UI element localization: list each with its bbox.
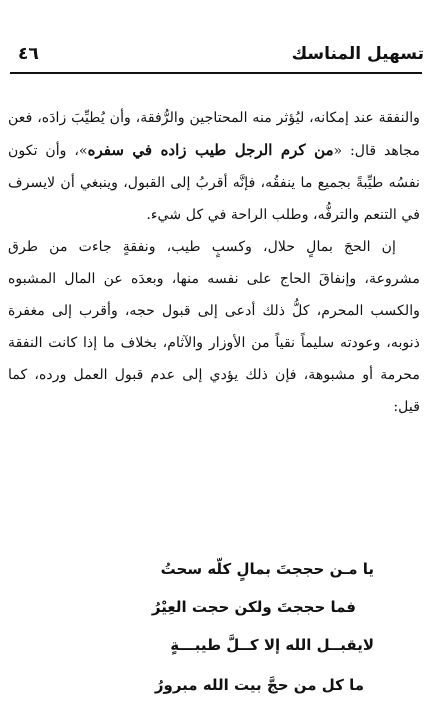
paragraph-1 xyxy=(8,102,420,231)
poem-line-2: فما حججتَ ولكن حجت العِيْرُ xyxy=(151,598,356,616)
running-title: تسهيل المناسك xyxy=(291,44,424,64)
poem-line-3: لايقبــل الله إلا كــلَّ طيبـــةٍ xyxy=(170,636,374,654)
mujahid-quote: من كرم الرجل طيب زاده في سفره xyxy=(87,141,334,159)
poem-line-1: يا مـن حججتَ بمالٍ كلّه سحتُ xyxy=(160,560,374,578)
paragraph-2: إن الحجَ بمالٍ حلال، وكسبٍ طيب، ونفقةٍ جاءت من طرق مشروعة، وإنفاقَ الحاج على نفسه منها، وبعدَه عن المال المشبوه والكسب المحرم، كلُّ ذلك أدعى إلى قبول حجه، وأقرب إلى مغفرة ذنوبه، وعودته سليماً نقياً من الأوزار والآثام، بخلاف ما إذا كانت النفقة محرمة أو مشبوهة، فإن ذلك يؤدي إلى عدم قبول العمل ورده، كما قيل: xyxy=(8,239,420,415)
body-text xyxy=(8,102,420,423)
poem-line-4: ما كل من حجَّ بيت الله مبرورُ xyxy=(154,676,364,694)
paragraph-1-opening: والنفقة عند إمكانه، ليُؤثر منه المحتاجين والرُّفقة، وأن يُطيِّبَ زادَه، فعن مجاهد قال: « xyxy=(8,110,420,159)
page-number: ٤٦ xyxy=(18,44,39,64)
page-header xyxy=(8,44,424,72)
header-divider xyxy=(10,72,422,74)
paragraph-1-closing: »، وأن تكون نفسُه طيِّبةً بجميع ما ينفقُه، فإنَّه أقربُ إلى القبول، وينبغي أن لايسرف في التنعم والترفُّه، وطلب الراحة في كل شيء. xyxy=(8,143,420,223)
